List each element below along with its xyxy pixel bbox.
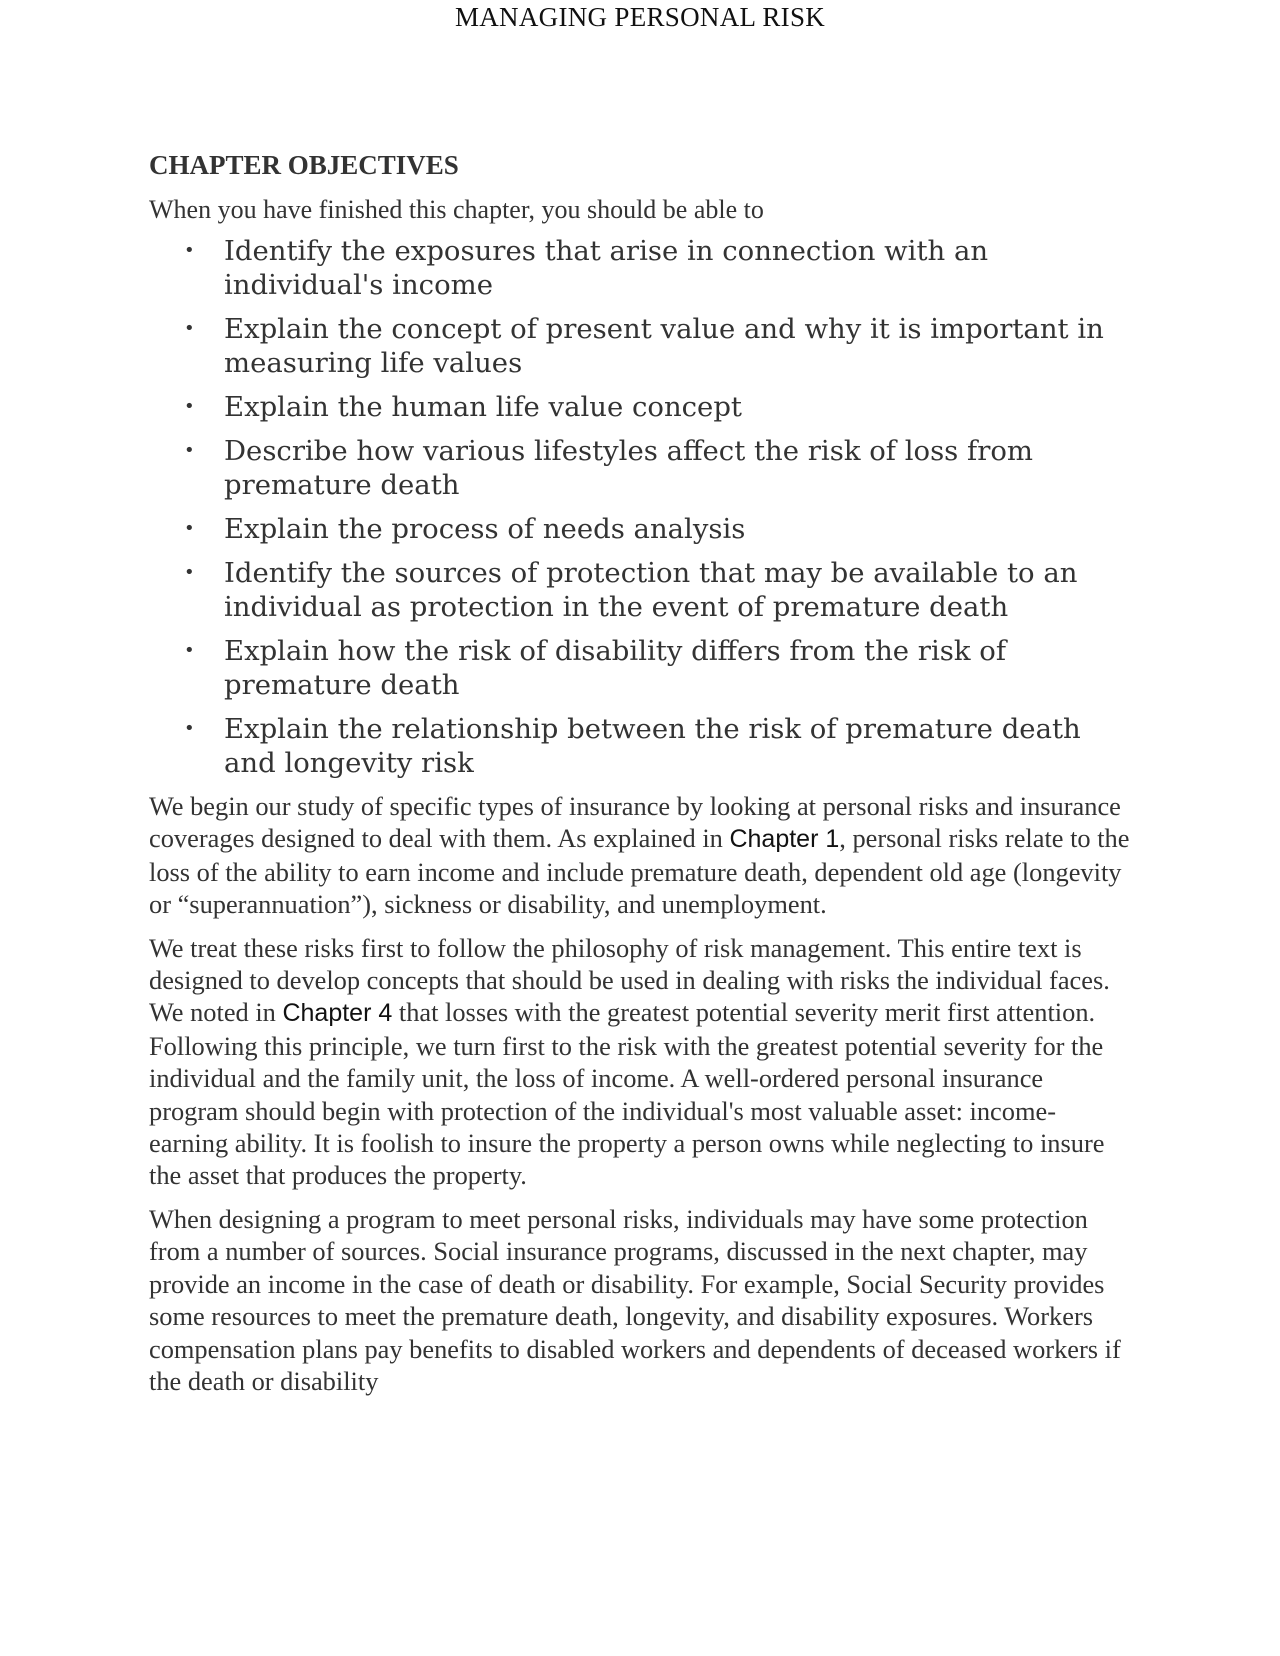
section-heading: CHAPTER OBJECTIVES	[149, 150, 459, 180]
objective-item	[184, 234, 1134, 302]
chapter-4-link[interactable]: Chapter 4	[282, 999, 393, 1028]
objective-text: Explain the human life value concept	[224, 391, 742, 423]
bullet-icon: •	[184, 318, 195, 339]
objective-text: Describe how various lifestyles affect the risk of loss from premature death	[224, 435, 1033, 501]
objective-item	[184, 556, 1134, 624]
bullet-icon: •	[184, 440, 195, 461]
paragraph-text: We begin our study of specific types of insurance by looking at personal risks and insurance coverages designed to deal with them. As explained in	[149, 791, 1121, 854]
paragraph-text: , personal risks relate to the loss of the ability to earn income and include premature death, dependent old age (longevity or “superannuation”), sickness or disability, and unemployment.	[149, 823, 1130, 920]
body-paragraph-2	[149, 932, 1134, 1192]
paragraph-text: When designing a program to meet personal risks, individuals may have some protection from a number of sources. Social insurance programs, discussed in the next chapter, may provide an income in the case of death or disability. For example, Social Security provides some resources to meet the premature death, longevity, and disability exposures. Workers compensation plans pay benefits to disabled workers and dependents of deceased workers if the death or disability	[149, 1203, 1121, 1396]
page-body	[149, 148, 1134, 1408]
objective-item	[184, 634, 1134, 702]
objective-item	[184, 312, 1134, 380]
bullet-icon: •	[184, 396, 195, 417]
objective-text: Identify the sources of protection that may be available to an individual as protection in the event of premature death	[224, 557, 1078, 623]
running-head: MANAGING PERSONAL RISK	[454, 2, 826, 32]
body-paragraph-1	[149, 790, 1134, 921]
bullet-icon: •	[184, 718, 195, 739]
objectives-intro: When you have finished this chapter, you should be able to	[149, 195, 764, 224]
objective-item	[184, 712, 1134, 780]
objective-item	[184, 434, 1134, 502]
objective-text: Explain the concept of present value and why it is important in measuring life values	[224, 313, 1104, 379]
bullet-icon: •	[184, 240, 195, 261]
objective-text: Identify the exposures that arise in connection with an individual's income	[224, 235, 989, 301]
paragraph-text: We treat these risks first to follow the philosophy of risk management. This entire text is designed to develop concepts that should be used in dealing with risks the individual faces. We noted in	[149, 932, 1110, 1028]
objective-item	[184, 390, 1134, 424]
objective-text: Explain the relationship between the risk of premature death and longevity risk	[224, 713, 1081, 779]
bullet-icon: •	[184, 562, 195, 583]
objective-text: Explain the process of needs analysis	[224, 513, 746, 545]
paragraph-text: that losses with the greatest potential severity merit first attention. Following this principle, we turn first to the risk with the greatest potential severity for the individual and the family unit, the loss of income. A well-ordered personal insurance program should begin with protection of the individual's most valuable asset: income-earning ability. It is foolish to insure the property a person owns while neglecting to insure the asset that produces the property.	[149, 997, 1105, 1191]
body-paragraph-3	[149, 1203, 1134, 1397]
objective-text: Explain how the risk of disability differs from the risk of premature death	[224, 635, 1006, 701]
chapter-1-link[interactable]: Chapter 1	[729, 825, 840, 854]
objective-item	[184, 512, 1134, 546]
bullet-icon: •	[184, 640, 195, 661]
objectives-list	[149, 234, 1134, 780]
bullet-icon: •	[184, 518, 195, 539]
